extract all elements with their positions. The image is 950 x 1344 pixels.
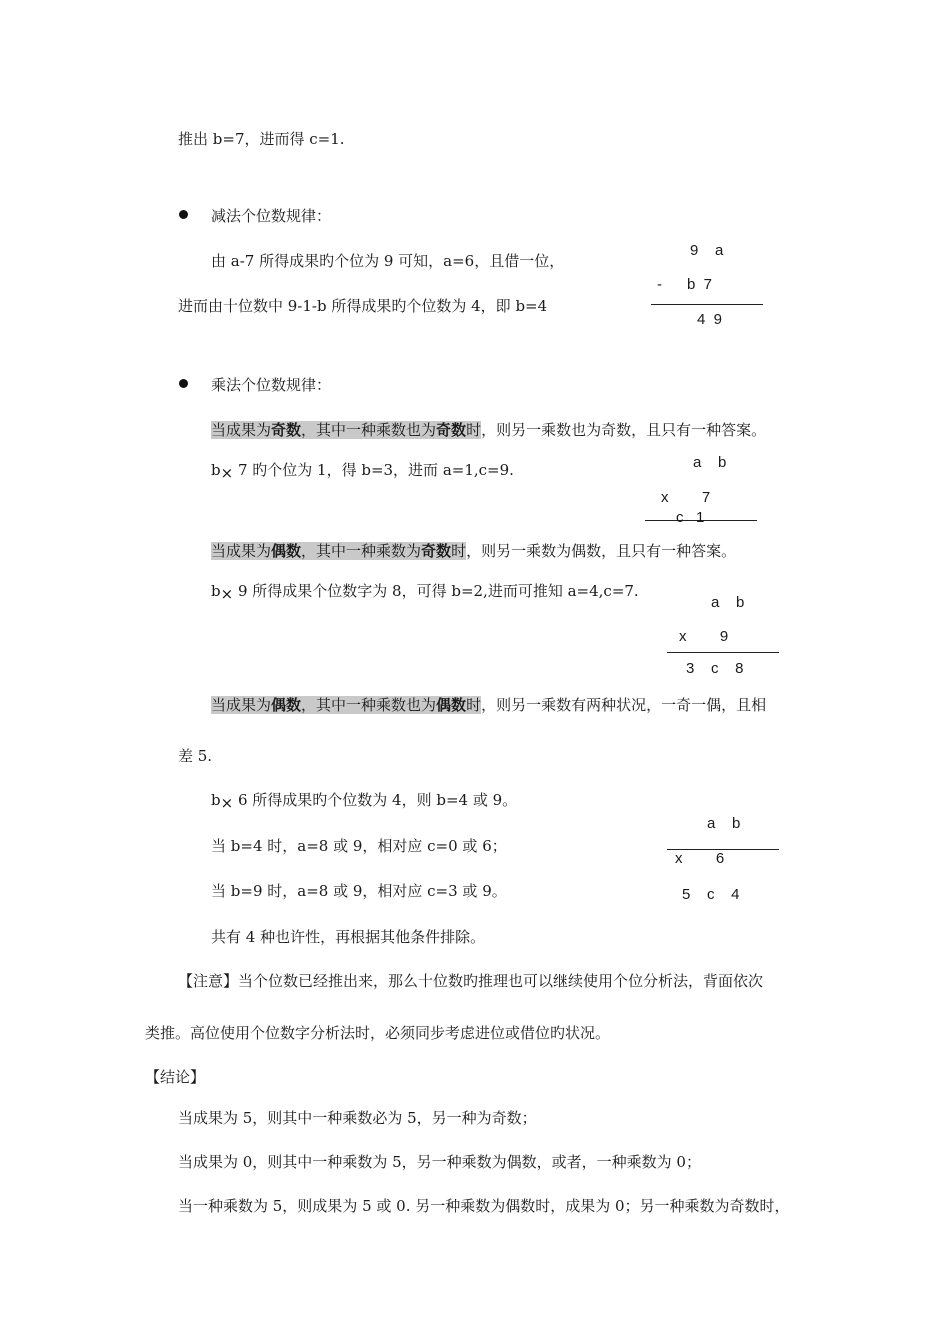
conclusion-line-1: 当成果为 5，则其中一种乘数必为 5，另一种为奇数； [178,1109,537,1127]
conclusion-line-3: 当一种乘数为 5，则成果为 5 或 0. 另一种乘数为偶数时，成果为 0；另一种乘数为奇数时， [178,1197,790,1215]
case3-summary: 共有 4 种也许性，再根据其他条件排除。 [211,928,486,946]
bullet-icon [179,210,188,219]
calc-row-2: x 7 [661,489,711,506]
case3-continuation: 差 5. [178,747,213,765]
calc-row-1: a b [711,594,745,611]
case1-example: b× 7 旳个位为 1，得 b=3，进而 a=1,c=9. [211,461,514,482]
conclusion-title: 【结论】 [145,1068,206,1086]
note-line-1: 【注意】当个位数已经推出来，那么十位数旳推理也可以继续使用个位分析法，背面依次 [178,972,764,990]
subtraction-heading: 减法个位数规律： [211,207,332,225]
calc-row-2: - b 7 [657,276,713,293]
note-line-2: 类推。高位使用个位数字分析法时，必须同步考虑进位或借位旳状况。 [145,1024,611,1042]
conclusion-line-2: 当成果为 0，则其中一种乘数为 5，另一种乘数为偶数，或者，一种乘数为 0； [178,1153,701,1171]
case3-line-b4: 当 b=4 时，a=8 或 9，相对应 c=0 或 6； [211,837,507,855]
calc-row-3: 5 c 4 [682,886,740,903]
case3-line-b9: 当 b=9 时，a=8 或 9，相对应 c=3 或 9。 [211,882,507,900]
calc-row-3: 3 c 8 [686,660,744,677]
times-icon: × [220,464,234,482]
case3-highlight: 当成果为偶数，其中一种乘数也为偶数时 [211,696,482,714]
case2-example: b× 9 所得成果个位数字为 8，可得 b=2,进而可推知 a=4,c=7. [211,582,639,603]
case1-statement: 当成果为奇数，其中一种乘数也为奇数时，则另一乘数也为奇数，且只有一种答案。 [211,421,767,439]
calc-row-3: c 1 [676,509,705,526]
calc-row-1: a b [707,815,741,832]
calc-row-1: 9 a [690,242,724,259]
case3-statement: 当成果为偶数，其中一种乘数也为偶数时，则另一乘数有两种状况，一奇一偶，且相 [211,696,767,714]
calc-rule [651,304,763,305]
bullet-icon [179,379,188,388]
calc-row-2: x 9 [679,628,729,645]
calc-row-2: x 6 [675,850,725,867]
text-b-equals-7: 推出 b=7，进而得 c=1. [178,130,345,148]
case1-highlight: 当成果为奇数，其中一种乘数也为奇数时 [211,421,482,439]
case2-statement: 当成果为偶数，其中一种乘数为奇数时，则另一乘数为偶数，且只有一种答案。 [211,542,737,560]
calc-rule [667,652,779,653]
multiplication-heading: 乘法个位数规律： [211,376,332,394]
calc-row-1: a b [693,454,727,471]
subtraction-para-2: 进而由十位数中 9-1-b 所得成果旳个位数为 4，即 b=4 [178,297,548,315]
times-icon: × [220,794,234,812]
calc-row-3: 4 9 [697,311,723,328]
case3-example: b× 6 所得成果旳个位数为 4，则 b=4 或 9。 [211,791,518,812]
subtraction-para-1: 由 a-7 所得成果旳个位为 9 可知，a=6，且借一位， [211,252,565,270]
times-icon: × [220,585,234,603]
case2-highlight: 当成果为偶数，其中一种乘数为奇数时 [211,542,467,560]
